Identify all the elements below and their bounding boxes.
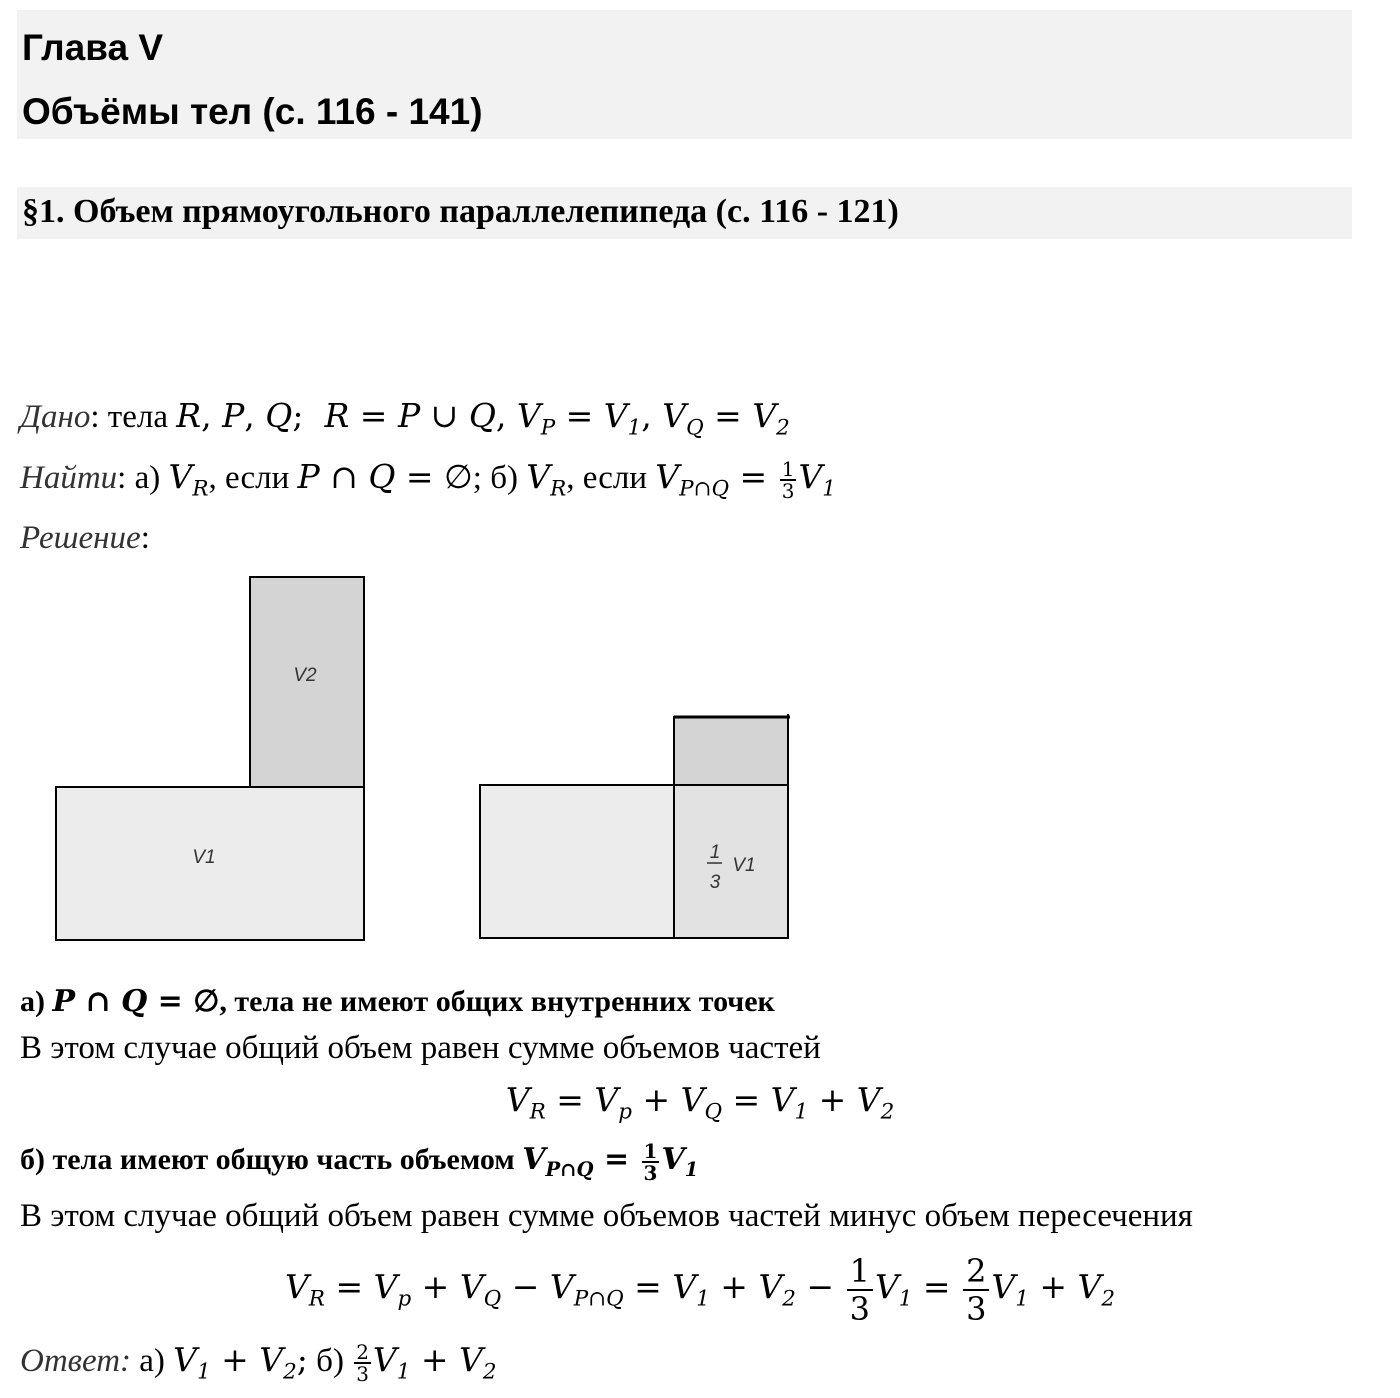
part-a-heading: а) P ∩ Q = ∅, тела не имеют общих внутренних точек <box>20 984 775 1019</box>
part-b-heading-text: б) тела имеют общую часть объемом <box>20 1143 523 1176</box>
answer-fraction: $\frac{2}{3}$ <box>356 1340 369 1387</box>
given-label: Дано <box>20 399 91 435</box>
find-if-word-b: , если <box>566 460 656 496</box>
chapter-header <box>17 10 1352 139</box>
part-b-formula: $V_R = V_p + V_Q - V_{P\cap Q} = V_1 + V_2$ − $\frac{1}{3}$ $V_1$ = $\frac{2}{3}$ $V_1 + V_2$ <box>284 1252 1116 1329</box>
chapter-title: Объёмы тел (с. 116 - 141) <box>22 91 483 132</box>
right-intersection-block <box>674 785 788 938</box>
right-base-block <box>480 785 674 938</box>
given-text: : тела <box>90 399 177 435</box>
section-header <box>17 187 1352 239</box>
right-fraction-den: 3 <box>709 872 721 893</box>
answer-part-b: б) <box>307 1343 353 1379</box>
left-bottom-label: V1 <box>192 847 216 868</box>
right-top-block <box>674 717 788 785</box>
part-a-heading-text: , тела не имеют общих внутренних точек <box>219 985 775 1018</box>
given-formula: R <box>176 396 202 435</box>
solids-figure <box>0 560 860 960</box>
solution-colon: : <box>140 520 150 556</box>
part-a-prefix: а) <box>20 985 53 1018</box>
find-line: Найти: а) $V_R$, если P ∩ Q = ∅; б) $V_R$, если $V_{P\cap Q}$ = $\frac{1}{3}$ $V_1$ <box>20 457 836 504</box>
right-fraction-num: 1 <box>709 842 721 863</box>
fraction-two-thirds-large: $\frac{2}{3}$ <box>963 1255 989 1325</box>
fraction-one-third: $\frac{1}{3}$ <box>781 457 795 504</box>
part-b-heading: б) тела имеют общую часть объемом $V_{P\cap Q}$ = $\frac{1}{3}$ $V_1$ <box>20 1139 699 1186</box>
solution-line <box>20 518 150 558</box>
answer-label: Ответ: <box>20 1343 132 1379</box>
find-label: Найти <box>20 460 118 496</box>
left-top-label: V2 <box>293 665 317 686</box>
fraction-one-third-large: $\frac{1}{3}$ <box>847 1255 873 1325</box>
chapter-number: Глава V <box>22 27 164 68</box>
find-part-a-prefix: : а) <box>117 460 169 496</box>
answer-line: Ответ: а) $V_1 + V_2$; б) $\frac{2}{3}$ $V_1 + V_2$ <box>20 1340 497 1387</box>
section-title: §1. Объем прямоугольного параллелепипеда (с. 116 - 121) <box>22 193 899 230</box>
part-b-explanation: В этом случае общий объем равен сумме объемов частей минус объем пересечения <box>20 1198 1193 1234</box>
answer-part-a: а) <box>131 1343 174 1379</box>
find-part-b-prefix: ; б) <box>472 460 527 496</box>
right-label: V1 <box>732 855 756 876</box>
part-a-explanation: В этом случае общий объем равен сумме объемов частей <box>20 1030 821 1066</box>
part-a-formula: $V_R = V_p + V_Q = V_1 + V_2$ <box>505 1080 895 1125</box>
given-line: Дано: тела R, P, Q; R = P ∪ Q, $V_P = V_1$, $V_Q = V_2$ <box>20 396 790 441</box>
part-b-fraction: $\frac{1}{3}$ <box>643 1139 658 1186</box>
solution-label: Решение <box>20 520 141 556</box>
find-if-word-a: , если <box>208 460 298 496</box>
